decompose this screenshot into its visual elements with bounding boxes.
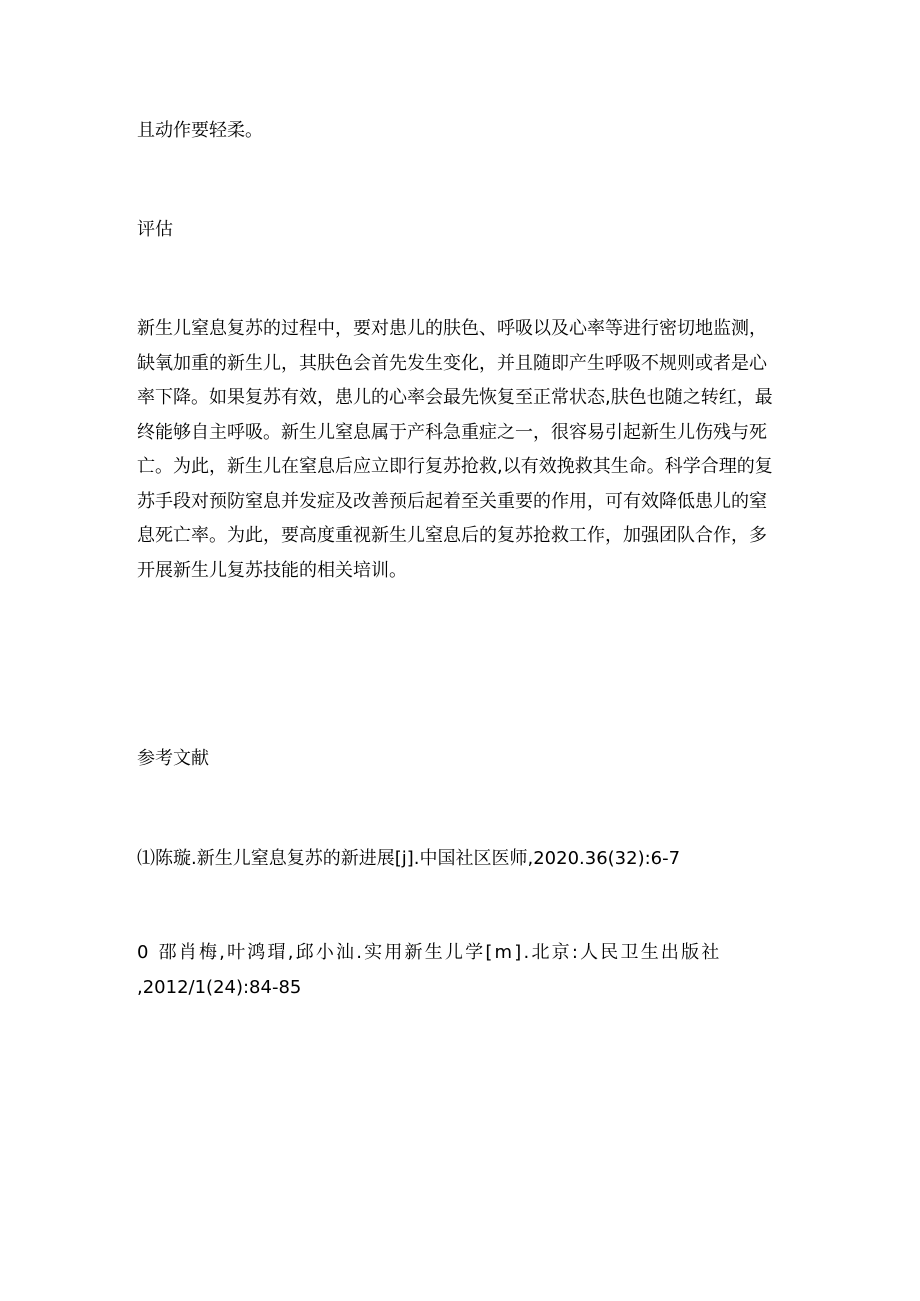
reference-2-line-2: ,2012/1(24):84-85: [137, 976, 302, 998]
intro-line: 且动作要轻柔。: [137, 120, 263, 141]
paragraph-line: 缺氧加重的新生儿，其肤色会首先发生变化，并且随即产生呼吸不规则或者是心: [137, 352, 767, 374]
intro-text: [137, 114, 797, 149]
reference-item: [137, 842, 797, 877]
references-heading: [137, 742, 797, 777]
paragraph-line: 新生儿窒息复苏的过程中，要对患儿的肤色、呼吸以及心率等进行密切地监测，: [137, 318, 767, 339]
paragraph-line: 终能够自主呼吸。新生儿窒息属于产科急重症之一，很容易引起新生儿伤残与死: [137, 421, 767, 443]
body-paragraph: [137, 312, 797, 588]
paragraph-line: 苏手段对预防窒息并发症及改善预后起着至关重要的作用，可有效降低患儿的窒: [137, 490, 767, 512]
reference-1-text: ⑴陈璇.新生儿窒息复苏的新进展[j].中国社区医师,2020.36(32):6-7: [137, 848, 681, 869]
reference-item: [137, 936, 797, 1005]
evaluation-heading-text: 评估: [137, 219, 173, 240]
references-heading-text: 参考文献: [137, 748, 209, 769]
evaluation-heading: [137, 213, 797, 248]
paragraph-line: 开展新生儿复苏技能的相关培训。: [137, 559, 407, 581]
paragraph-line: 率下降。如果复苏有效，患儿的心率会最先恢复至正常状态,肤色也随之转红，最: [137, 387, 773, 408]
reference-2-line-1: 0 邵肖梅,叶鸿瑁,邱小汕.实用新生儿学[m].北京:人民卫生出版社: [137, 942, 722, 963]
paragraph-line: 息死亡率。为此，要高度重视新生儿窒息后的复苏抢救工作，加强团队合作，多: [137, 525, 767, 546]
paragraph-line: 亡。为此，新生儿在窒息后应立即行复苏抢救,以有效挽救其生命。科学合理的复: [137, 456, 773, 477]
